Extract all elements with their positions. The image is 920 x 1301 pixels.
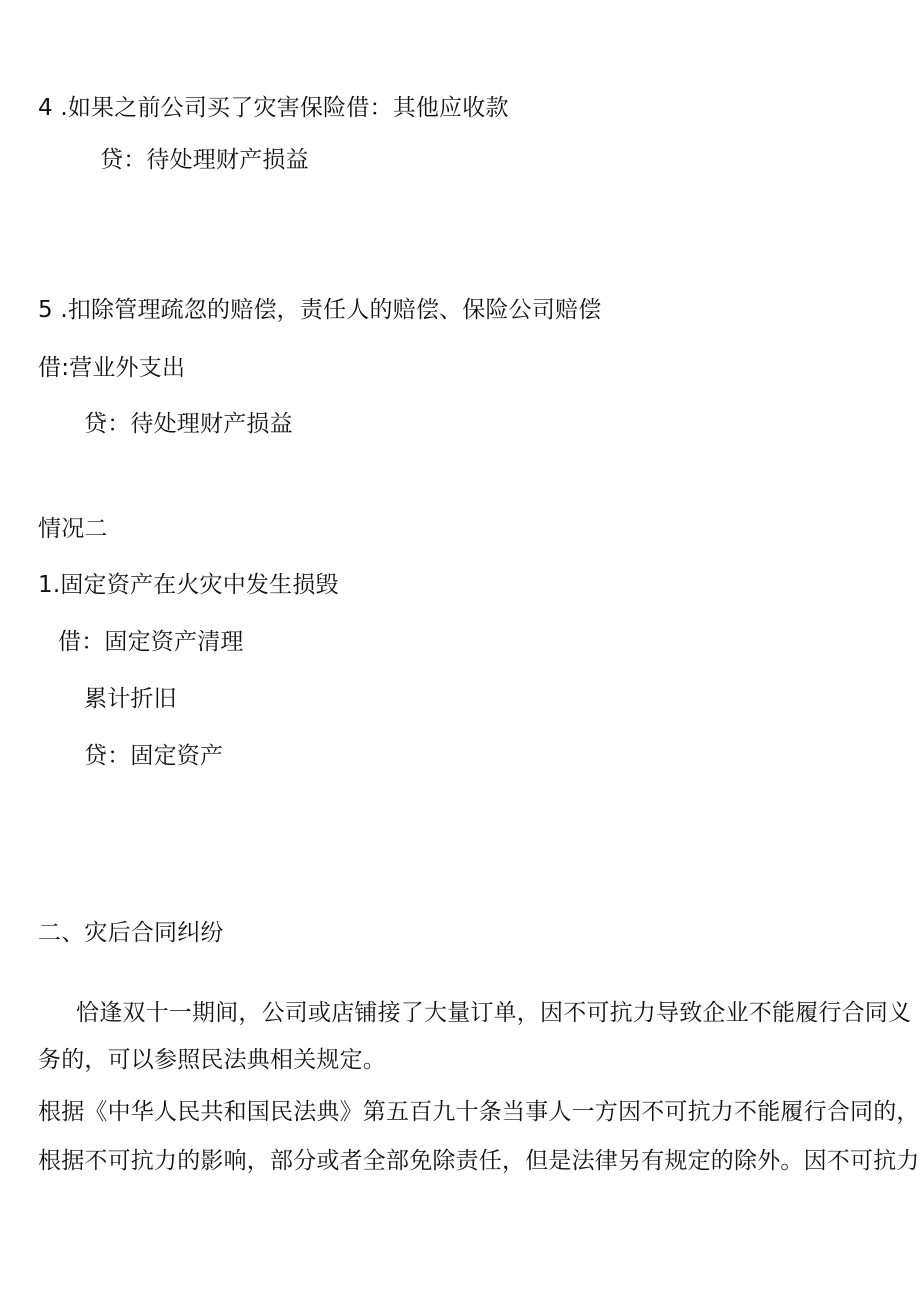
part2-para1-line1: 恰逢双十一期间，公司或店铺接了大量订单，因不可抗力导致企业不能履行合同义 [76, 1000, 912, 1026]
case2-debit2: 累计折旧 [84, 686, 177, 712]
part2-para2-line2: 根据不可抗力的影响，部分或者全部免除责任，但是法律另有规定的除外。因不可抗力 [38, 1148, 920, 1174]
section5-line1: 5 .扣除管理疏忽的赔偿，责任人的赔偿、保险公司赔偿 [38, 297, 602, 323]
section5-credit: 贷：待处理财产损益 [84, 411, 293, 437]
case2-credit: 贷：固定资产 [84, 743, 224, 769]
section4-line1: 4 .如果之前公司买了灾害保险借：其他应收款 [38, 95, 509, 121]
case2-item1: 1.固定资产在火灾中发生损毁 [38, 572, 339, 598]
case2-debit: 借：固定资产清理 [58, 629, 244, 655]
case2-heading: 情况二 [38, 516, 108, 542]
section4-credit: 贷：待处理财产损益 [100, 147, 309, 173]
section5-debit: 借:营业外支出 [38, 355, 186, 381]
part2-para2-line1: 根据《中华人民共和国民法典》第五百九十条当事人一方因不可抗力不能履行合同的， [38, 1099, 920, 1125]
part2-para1-line2: 务的，可以参照民法典相关规定。 [38, 1047, 386, 1073]
part2-heading: 二、灾后合同纠纷 [38, 920, 224, 946]
